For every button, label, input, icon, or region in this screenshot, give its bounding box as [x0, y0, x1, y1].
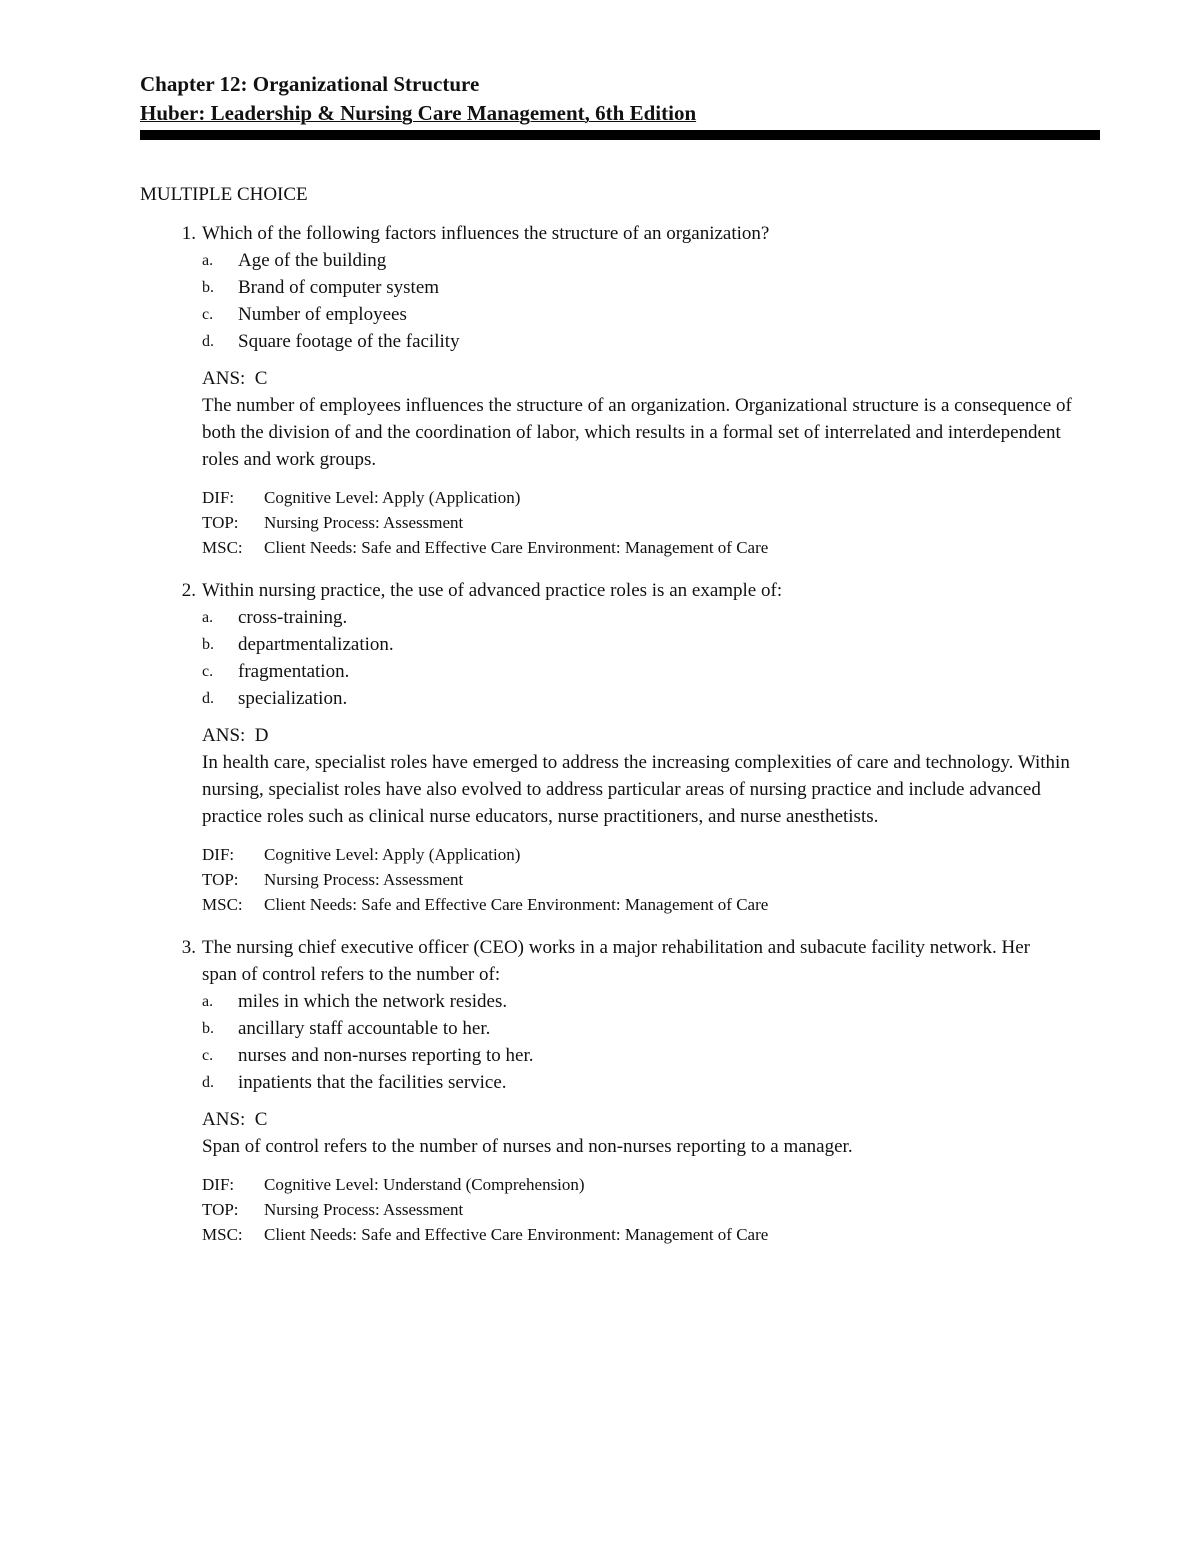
option-a — [202, 604, 1100, 631]
option-text: miles in which the network resides. — [238, 991, 508, 1012]
option-text: Number of employees — [238, 304, 407, 325]
topic-row — [202, 510, 1100, 535]
msc-value: Client Needs: Safe and Effective Care Environment: Management of Care — [264, 538, 769, 557]
answer-key: ANS: D — [202, 725, 269, 746]
chapter-title: Chapter 12: Organizational Structure — [140, 72, 480, 96]
option-d — [202, 685, 1100, 712]
msc-value: Client Needs: Safe and Effective Care Environment: Management of Care — [264, 895, 769, 914]
difficulty-value: Cognitive Level: Apply (Application) — [264, 488, 521, 507]
topic-value: Nursing Process: Assessment — [264, 870, 464, 889]
answer-options — [202, 988, 1100, 1096]
difficulty-row — [202, 1172, 1100, 1197]
difficulty-key: DIF: — [202, 845, 235, 864]
rationale: The number of employees influences the structure of an organization. Organizational structure is a consequence of both the division of and the coordination of labor, which results in a formal set of interrelated and interdependent roles and work groups. — [202, 395, 1072, 470]
topic-value: Nursing Process: Assessment — [264, 1200, 464, 1219]
question-stem: Which of the following factors influences the structure of an organization? — [202, 223, 770, 244]
question-stem: Within nursing practice, the use of advanced practice roles is an example of: — [202, 580, 783, 601]
section-title: MULTIPLE CHOICE — [140, 184, 308, 205]
question-metadata — [202, 1172, 1100, 1247]
option-text: Square footage of the facility — [238, 331, 460, 352]
option-letter: c. — [202, 306, 214, 323]
option-letter: d. — [202, 690, 214, 707]
difficulty-value: Cognitive Level: Understand (Comprehension) — [264, 1175, 585, 1194]
question-2 — [181, 577, 1100, 917]
book-subtitle: Huber: Leadership & Nursing Care Management, 6th Edition — [140, 101, 697, 125]
msc-row — [202, 892, 1100, 917]
answer-key: ANS: C — [202, 368, 268, 389]
msc-value: Client Needs: Safe and Effective Care Environment: Management of Care — [264, 1225, 769, 1244]
option-text: fragmentation. — [238, 661, 350, 682]
msc-key: MSC: — [202, 895, 243, 914]
difficulty-row — [202, 485, 1100, 510]
option-letter: b. — [202, 636, 214, 653]
option-a — [202, 247, 1100, 274]
topic-key: TOP: — [202, 1200, 239, 1219]
option-text: Age of the building — [238, 250, 387, 271]
question-number: 2. — [181, 580, 196, 601]
option-text: cross-training. — [238, 607, 348, 628]
option-text: inpatients that the facilities service. — [238, 1072, 507, 1093]
option-c — [202, 301, 1100, 328]
header-rule — [140, 130, 1100, 140]
answer-options — [202, 604, 1100, 712]
option-b — [202, 631, 1100, 658]
option-letter: b. — [202, 279, 214, 296]
question-number: 1. — [181, 223, 196, 244]
option-d — [202, 328, 1100, 355]
document-page — [140, 70, 1100, 1247]
option-c — [202, 1042, 1100, 1069]
option-letter: a. — [202, 252, 214, 269]
topic-key: TOP: — [202, 870, 239, 889]
option-letter: a. — [202, 993, 214, 1010]
option-text: departmentalization. — [238, 634, 394, 655]
option-text: specialization. — [238, 688, 348, 709]
option-letter: c. — [202, 663, 214, 680]
answer-key: ANS: C — [202, 1109, 268, 1130]
topic-row — [202, 867, 1100, 892]
option-b — [202, 274, 1100, 301]
option-letter: a. — [202, 609, 214, 626]
option-d — [202, 1069, 1100, 1096]
option-letter: c. — [202, 1047, 214, 1064]
question-stem: The nursing chief executive officer (CEO) works in a major rehabilitation and subacute facility network. Her span of control refers to the number of: — [202, 937, 1030, 985]
option-text: ancillary staff accountable to her. — [238, 1018, 491, 1039]
option-letter: d. — [202, 1074, 214, 1091]
option-b — [202, 1015, 1100, 1042]
question-3 — [181, 934, 1100, 1247]
answer-options — [202, 247, 1100, 355]
option-letter: d. — [202, 333, 214, 350]
topic-row — [202, 1197, 1100, 1222]
rationale: Span of control refers to the number of nurses and non-nurses reporting to a manager. — [202, 1136, 853, 1157]
option-a — [202, 988, 1100, 1015]
msc-row — [202, 1222, 1100, 1247]
option-c — [202, 658, 1100, 685]
option-text: Brand of computer system — [238, 277, 440, 298]
topic-key: TOP: — [202, 513, 239, 532]
difficulty-row — [202, 842, 1100, 867]
difficulty-key: DIF: — [202, 1175, 235, 1194]
msc-key: MSC: — [202, 538, 243, 557]
option-text: nurses and non-nurses reporting to her. — [238, 1045, 534, 1066]
difficulty-value: Cognitive Level: Apply (Application) — [264, 845, 521, 864]
difficulty-key: DIF: — [202, 488, 235, 507]
msc-row — [202, 535, 1100, 560]
question-metadata — [202, 485, 1100, 560]
msc-key: MSC: — [202, 1225, 243, 1244]
option-letter: b. — [202, 1020, 214, 1037]
question-metadata — [202, 842, 1100, 917]
rationale: In health care, specialist roles have emerged to address the increasing complexities of care and technology. Within nursing, specialist roles have also evolved to address particular areas of nursing practice and include advanced practice roles such as clinical nurse educators, nurse practitioners, and nurse anesthetists. — [202, 752, 1070, 827]
question-1 — [181, 220, 1100, 560]
question-number: 3. — [181, 937, 196, 958]
topic-value: Nursing Process: Assessment — [264, 513, 464, 532]
